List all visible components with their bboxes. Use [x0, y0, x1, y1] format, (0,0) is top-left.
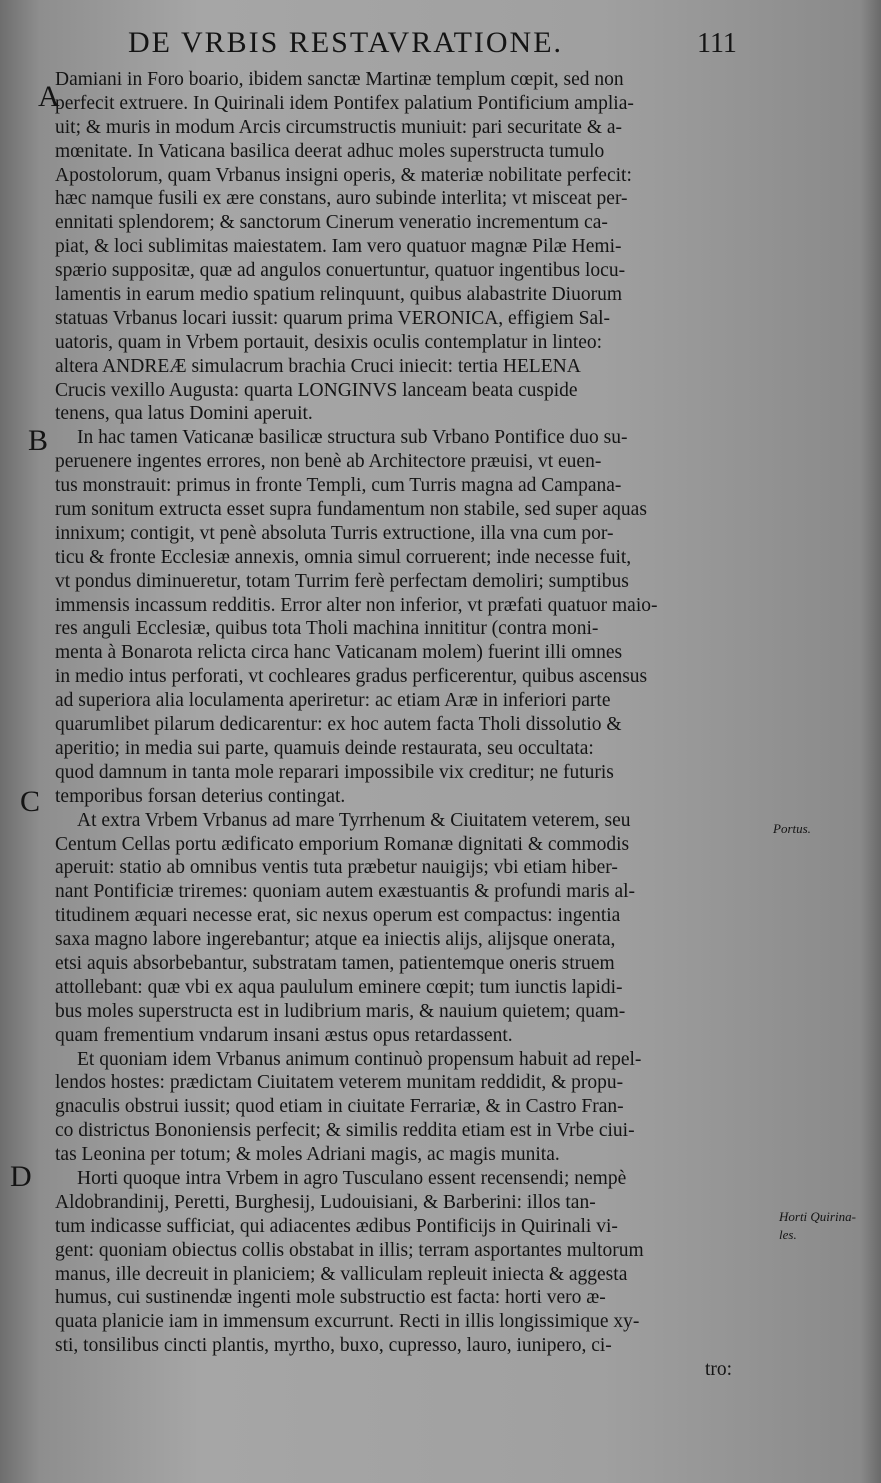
- text-line: saxa magno labore ingerebantur; atque ea iniectis alijs, alijsque onerata,: [55, 929, 616, 951]
- text-line: attollebant: quæ vbi ex aqua paululum eminere cœpit; tum iunctis lapidi-: [55, 976, 623, 998]
- text-line: nant Pontificiæ triremes: quoniam autem exæstuantis & profundi maris al-: [55, 881, 636, 903]
- text-line: spærio suppositæ, quæ ad angulos conuertuntur, quatuor ingentibus locu-: [55, 260, 626, 282]
- text-line: etsi aquis absorbebantur, substratam tamen, patientemque oneris struem: [55, 952, 615, 974]
- section-letter-c: C: [20, 785, 41, 818]
- text-line: innixum; contigit, vt penè absoluta Turris extructione, illa vna cum por-: [55, 522, 614, 544]
- text-line: res anguli Ecclesiæ, quibus tota Tholi machina innititur (contra moni-: [55, 618, 599, 640]
- text-line: Aldobrandinij, Peretti, Burghesij, Ludouisiani, & Barberini: illos tan-: [55, 1191, 596, 1213]
- text-line: tenens, qua latus Domini aperuit.: [55, 403, 313, 425]
- text-line: aperitio; in media sui parte, quamuis deinde restaurata, seu occultata:: [55, 737, 594, 759]
- running-title: DE VRBIS RESTAVRATIONE.: [128, 26, 564, 59]
- text-line: uit; & muris in modum Arcis circumstructis muniuit: pari securitate & a-: [55, 116, 623, 138]
- text-line: perfecit extruere. In Quirinali idem Pontifex palatium Pontificium amplia-: [55, 92, 634, 114]
- section-letter-a: A: [38, 80, 60, 113]
- marginal-note-portus: Portus.: [773, 821, 811, 836]
- text-line: piat, & loci sublimitas maiestatem. Iam vero quatuor magnæ Pilæ Hemi-: [55, 236, 622, 258]
- text-line: quata planicie iam in immensum excurrunt. Recti in illis longissimique xy-: [55, 1311, 640, 1333]
- text-line: temporibus forsan deterius contingat.: [55, 785, 346, 807]
- text-line: co districtus Bononiensis perfecit; & similis reddita etiam est in Vrbe ciui-: [55, 1120, 635, 1142]
- text-line: altera ANDREÆ simulacrum brachia Cruci iniecit: tertia HELENA: [55, 355, 581, 377]
- text-line: rum sonitum extructa esset supra fundamentum non stabile, sed super aquas: [55, 499, 647, 521]
- text-line: Centum Cellas portu ædificato emporium Romanæ dignitati & commodis: [55, 833, 630, 855]
- text-line: quod damnum in tanta mole reparari impossibile vix creditur; ne futuris: [55, 761, 614, 783]
- text-line: quam frementium vndarum insani æstus opus retardassent.: [55, 1024, 513, 1046]
- section-letter-d: D: [10, 1160, 32, 1193]
- text-line: immensis incassum redditis. Error alter non inferior, vt præfati quatuor maio-: [55, 594, 658, 616]
- text-line: gnaculis obstrui iussit; quod etiam in ciuitate Ferrariæ, & in Castro Fran-: [55, 1096, 624, 1118]
- page-number: 111: [697, 28, 737, 59]
- text-line: uatoris, quam in Vrbem portauit, desixis oculis contemplatur in linteo:: [55, 331, 603, 353]
- text-line: Et quoniam idem Vrbanus animum continuò propensum habuit ad repel-: [77, 1048, 642, 1070]
- text-line: hæc namque fusili ex ære constans, auro subinde interlita; vt misceat per-: [55, 188, 628, 210]
- text-line: tum indicasse sufficiat, qui adiacentes ædibus Pontificijs in Quirinali vi-: [55, 1215, 618, 1237]
- text-line: sti, tonsilibus cincti plantis, myrtho, buxo, cupresso, lauro, iunipero, ci-: [55, 1335, 612, 1357]
- marginal-note-horti-line1: Horti Quirina-: [779, 1209, 856, 1224]
- text-line: tro:: [705, 1359, 733, 1381]
- text-line: statuas Vrbanus locari iussit: quarum prima VERONICA, effigiem Sal-: [55, 307, 611, 329]
- text-line: ennitati splendorem; & sanctorum Cinerum veneratio incrementum ca-: [55, 212, 608, 234]
- text-line: Apostolorum, quam Vrbanus insigni operis, & materiæ nobilitate perfecit:: [55, 164, 632, 186]
- text-line: At extra Vrbem Vrbanus ad mare Tyrrhenum & Ciuitatem veterem, seu: [77, 809, 631, 831]
- text-line: in medio intus perforati, vt cochleares gradus perficerentur, quibus ascensus: [55, 666, 648, 688]
- text-line: tas Leonina per totum; & moles Adriani magis, ac magis munita.: [55, 1144, 560, 1166]
- text-line: titudinem æquari necesse erat, sic nexus operum est compactus: ingentia: [55, 905, 621, 927]
- text-line: peruenere ingentes errores, non benè ab Architectore præuisi, vt euen-: [55, 451, 602, 473]
- text-line: ticu & fronte Ecclesiæ annexis, omnia simul corruerent; inde necesse fuit,: [55, 546, 632, 568]
- text-line: aperuit: statio ab omnibus ventis tuta præbetur nauigijs; vbi etiam hiber-: [55, 857, 618, 879]
- text-line: ad superiora alia loculamenta aperiretur: ac etiam Aræ in inferiori parte: [55, 690, 611, 712]
- text-line: tus monstrauit: primus in fronte Templi, cum Turris magna ad Campana-: [55, 475, 622, 497]
- text-line: lendos hostes: prædictam Ciuitatem veterem munitam reddidit, & propu-: [55, 1072, 624, 1094]
- text-line: Damiani in Foro boario, ibidem sanctæ Martinæ templum cœpit, sed non: [55, 69, 624, 90]
- text-line: Crucis vexillo Augusta: quarta LONGINVS lanceam beata cuspide: [55, 379, 578, 401]
- text-line: gent: quoniam obiectus collis obstabat in illis; terram asportantes multorum: [55, 1239, 644, 1261]
- body-text: [55, 68, 769, 1382]
- section-letter-b: B: [28, 424, 49, 457]
- marginal-note-horti-line2: les.: [779, 1227, 797, 1242]
- text-line: quarumlibet pilarum dedicarentur: ex hoc autem facta Tholi dissolutio &: [55, 714, 622, 736]
- text-line: lamentis in earum medio spatium relinquunt, quibus alabastrite Diuorum: [55, 284, 623, 306]
- text-line: manus, ille decreuit in planiciem; & valliculam repleuit iniecta & aggesta: [55, 1263, 628, 1285]
- text-line: mœnitate. In Vaticana basilica deerat adhuc moles superstructa tumulo: [55, 140, 605, 162]
- text-line: vt pondus diminueretur, totam Turrim ferè perfectam demoliri; sumptibus: [55, 570, 629, 592]
- text-line: menta à Bonarota relicta circa hanc Vaticanam molem) fuerint illi omnes: [55, 642, 623, 664]
- text-line: In hac tamen Vaticanæ basilicæ structura sub Vrbano Pontifice duo su-: [77, 427, 628, 449]
- text-line: bus moles superstructa est in ludibrium maris, & nauium quietem; quam-: [55, 1000, 626, 1022]
- text-line: humus, cui sustinendæ ingenti mole substructio est facta: horti vero æ-: [55, 1287, 606, 1309]
- text-line: Horti quoque intra Vrbem in agro Tusculano essent recensendi; nempè: [77, 1167, 627, 1189]
